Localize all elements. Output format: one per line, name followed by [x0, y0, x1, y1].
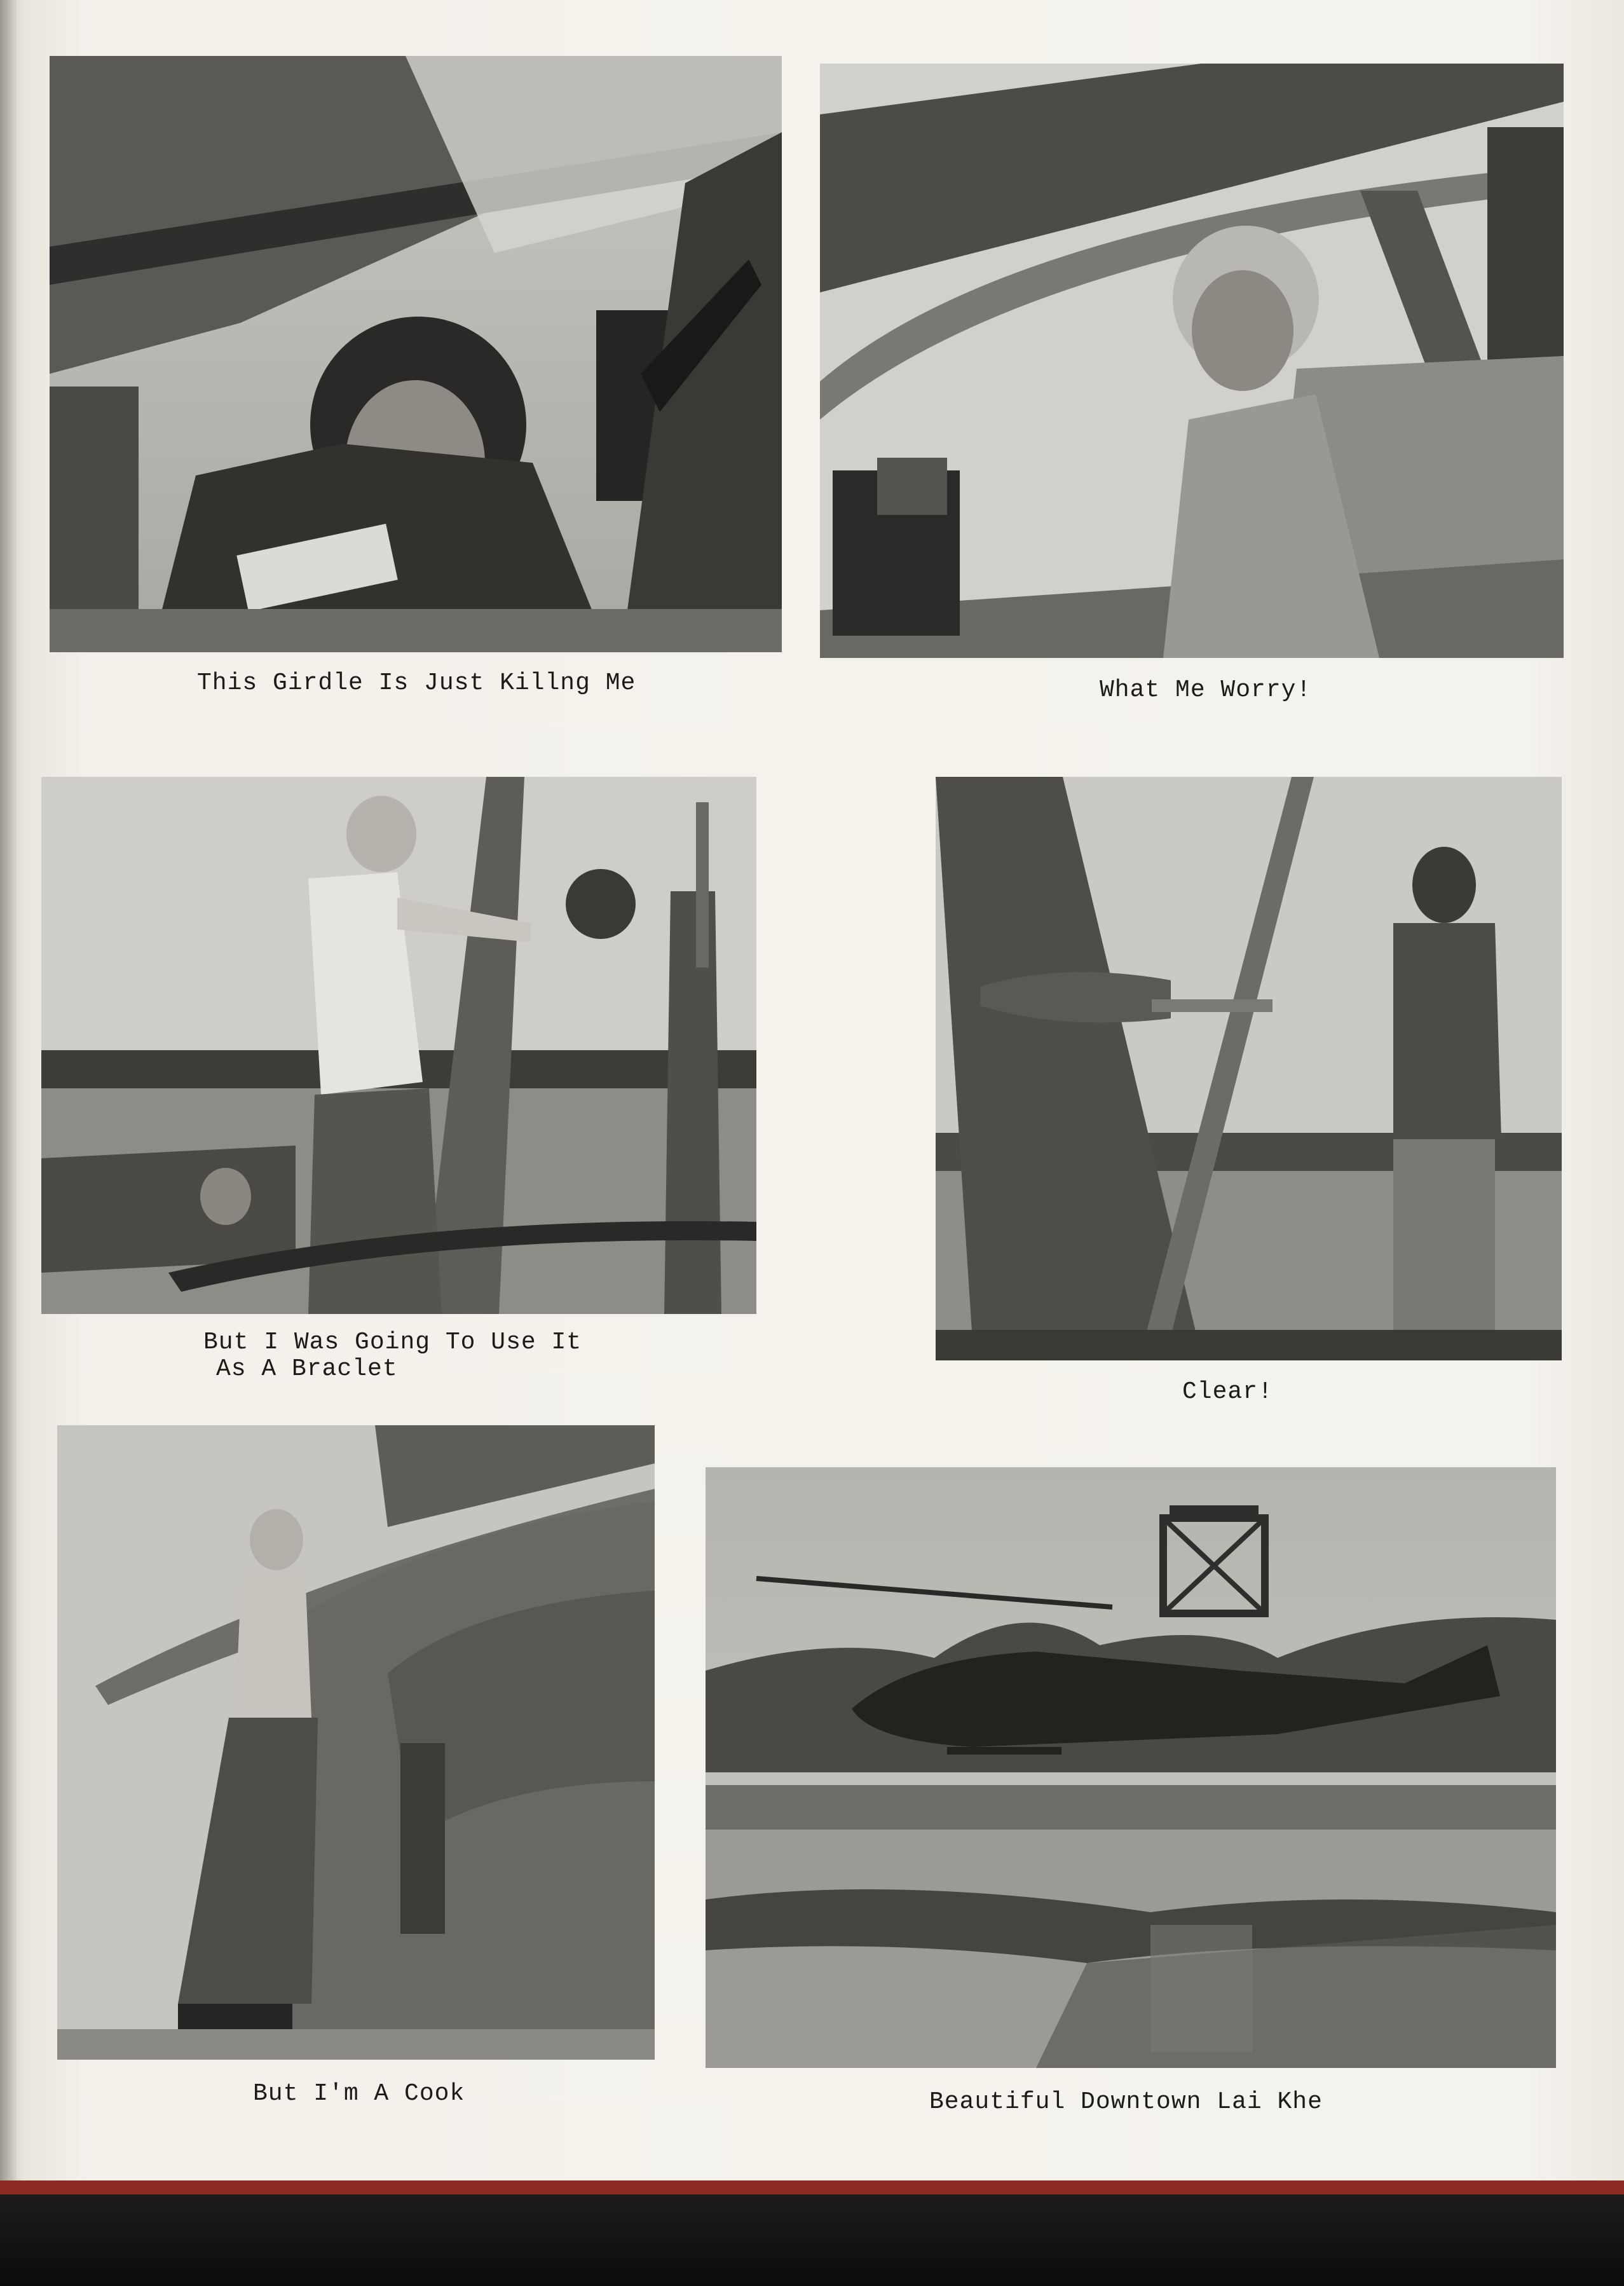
binding-black-edge	[0, 2194, 1624, 2286]
caption-photo-2: What Me Worry!	[1100, 676, 1312, 704]
photo-cockpit-pilot-1	[50, 56, 782, 652]
caption-photo-3-line2: As A Braclet	[216, 1355, 398, 1383]
caption-photo-5: But I'm A Cook	[253, 2080, 465, 2107]
photo-shirtless-cook-by-helicopter	[57, 1425, 655, 2060]
caption-photo-3-line1: But I Was Going To Use It	[203, 1329, 582, 1356]
photo-man-at-rotor-hub	[41, 777, 756, 1314]
photo-cobra-over-flooded-field	[706, 1467, 1556, 2068]
caption-photo-1: This Girdle Is Just Killng Me	[197, 669, 636, 697]
page-spine-shadow	[0, 0, 17, 2180]
photo-shirtless-man-tail-rotor	[936, 777, 1562, 1360]
caption-photo-6: Beautiful Downtown Lai Khe	[929, 2088, 1323, 2116]
binding-red-edge	[0, 2180, 1624, 2194]
photo-cockpit-pilot-2	[820, 64, 1564, 658]
caption-photo-4: Clear!	[1182, 1378, 1273, 1406]
